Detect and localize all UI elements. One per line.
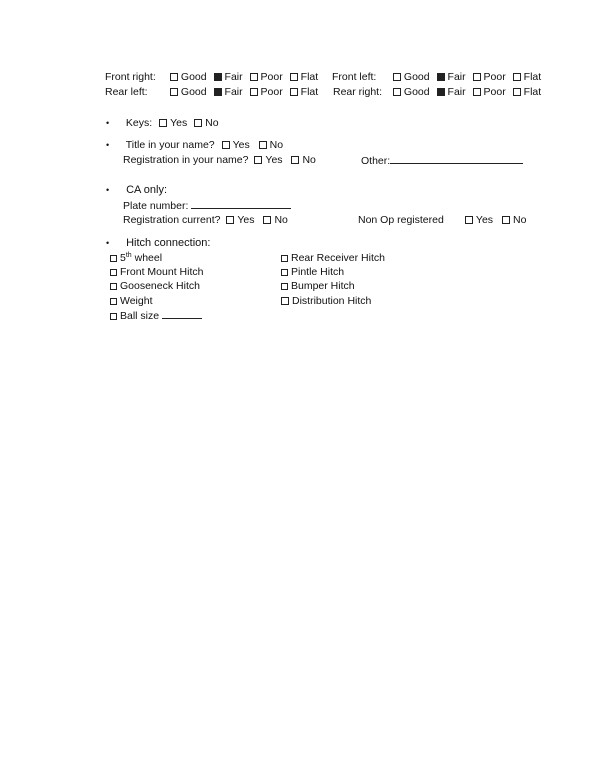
reg-current-row: [123, 214, 288, 227]
front-mount-checkbox[interactable]: [110, 269, 117, 276]
hitch-option-rear-receiver[interactable]: [281, 252, 385, 265]
rear-left-good-label: Good: [180, 86, 207, 98]
rear-right-label: Rear right:: [333, 86, 383, 98]
ca-heading: CA only:: [126, 184, 168, 196]
nonop-yes-checkbox[interactable]: [465, 216, 473, 224]
tire-row-rear-right: [333, 86, 545, 99]
title-yes-label: Yes: [232, 139, 250, 151]
front-right-poor-checkbox[interactable]: [250, 73, 258, 81]
tire-row-front: [105, 71, 322, 84]
registration-yes-label: Yes: [265, 154, 283, 166]
front-right-fair-checkbox[interactable]: [214, 73, 222, 81]
plate-label: Plate number:: [123, 200, 189, 212]
hitch-option-front-mount[interactable]: [110, 266, 203, 279]
reg-current-no-label: No: [274, 214, 288, 226]
weight-checkbox[interactable]: [110, 298, 117, 305]
gooseneck-label: Gooseneck Hitch: [120, 280, 200, 292]
hitch-option-pintle[interactable]: [281, 266, 344, 279]
keys-yes-checkbox[interactable]: [159, 119, 167, 127]
rear-left-poor-label: Poor: [260, 86, 283, 98]
front-left-fair-label: Fair: [447, 71, 466, 83]
keys-yes-label: Yes: [170, 117, 188, 129]
title-no-label: No: [269, 139, 284, 151]
front-left-fair-checkbox[interactable]: [437, 73, 445, 81]
front-right-good-label: Good: [180, 71, 207, 83]
ball-size-input[interactable]: [162, 309, 202, 319]
front-mount-label: Front Mount Hitch: [120, 266, 204, 278]
weight-label: Weight: [120, 295, 153, 307]
reg-current-yes-label: Yes: [237, 214, 255, 226]
bumper-label: Bumper Hitch: [291, 280, 355, 292]
registration-other: [361, 154, 523, 168]
rear-left-fair-checkbox[interactable]: [214, 88, 222, 96]
reg-current-yes-checkbox[interactable]: [226, 216, 234, 224]
rear-right-good-checkbox[interactable]: [393, 88, 401, 96]
rear-left-label: Rear left:: [105, 86, 148, 98]
front-left-good-label: Good: [403, 71, 430, 83]
fifth-wheel-rest: wheel: [131, 252, 163, 264]
rear-right-flat-label: Flat: [523, 86, 542, 98]
fifth-wheel-number: 5: [120, 252, 126, 264]
pintle-label: Pintle Hitch: [291, 266, 345, 278]
rear-left-poor-checkbox[interactable]: [250, 88, 258, 96]
reg-current-label: Registration current?: [123, 214, 221, 226]
title-row: [106, 139, 283, 152]
front-left-flat-checkbox[interactable]: [513, 73, 521, 81]
bullet-icon: •: [106, 118, 110, 128]
rear-left-good-checkbox[interactable]: [170, 88, 178, 96]
front-left-flat-label: Flat: [523, 71, 542, 83]
front-left-poor-label: Poor: [483, 71, 506, 83]
hitch-option-bumper[interactable]: [281, 280, 355, 293]
keys-no-checkbox[interactable]: [194, 119, 202, 127]
nonop-yes-label: Yes: [475, 214, 494, 226]
registration-no-label: No: [302, 154, 316, 166]
nonop-label: Non Op registered: [358, 214, 444, 226]
rear-left-fair-label: Fair: [224, 86, 243, 98]
other-input[interactable]: [390, 154, 523, 164]
rear-right-fair-checkbox[interactable]: [437, 88, 445, 96]
registration-yes-checkbox[interactable]: [254, 156, 262, 164]
front-right-label: Front right:: [105, 71, 156, 83]
hitch-option-ball-size[interactable]: [110, 309, 202, 323]
tire-row-front-left: [332, 71, 545, 84]
bullet-icon: •: [106, 140, 110, 150]
title-yes-checkbox[interactable]: [222, 141, 230, 149]
hitch-option-fifth-wheel[interactable]: [110, 252, 162, 265]
front-right-flat-label: Flat: [300, 71, 319, 83]
fifth-wheel-checkbox[interactable]: [110, 255, 117, 262]
title-label: Title in your name?: [125, 139, 215, 151]
nonop-row: [358, 214, 526, 227]
front-left-poor-checkbox[interactable]: [473, 73, 481, 81]
hitch-option-gooseneck[interactable]: [110, 280, 200, 293]
hitch-option-weight[interactable]: [110, 295, 153, 308]
hitch-heading: Hitch connection:: [126, 237, 211, 249]
rear-left-flat-label: Flat: [300, 86, 319, 98]
reg-current-no-checkbox[interactable]: [263, 216, 271, 224]
rear-right-good-label: Good: [403, 86, 430, 98]
registration-row: [123, 154, 316, 167]
nonop-no-label: No: [512, 214, 527, 226]
ball-size-label: Ball size: [120, 310, 160, 322]
ball-size-checkbox[interactable]: [110, 313, 117, 320]
front-right-flat-checkbox[interactable]: [290, 73, 298, 81]
bumper-checkbox[interactable]: [281, 283, 288, 290]
front-right-good-checkbox[interactable]: [170, 73, 178, 81]
fifth-wheel-sup: th: [125, 252, 132, 259]
front-left-label: Front left:: [332, 71, 377, 83]
rear-receiver-label: Rear Receiver Hitch: [291, 252, 385, 264]
rear-right-flat-checkbox[interactable]: [513, 88, 521, 96]
plate-input[interactable]: [191, 199, 291, 209]
keys-no-label: No: [205, 117, 219, 129]
rear-right-fair-label: Fair: [447, 86, 466, 98]
tire-row-rear: [105, 86, 322, 99]
front-left-good-checkbox[interactable]: [393, 73, 401, 81]
plate-row: [123, 199, 291, 213]
bullet-icon: •: [106, 238, 110, 248]
rear-right-poor-checkbox[interactable]: [473, 88, 481, 96]
distribution-label: Distribution Hitch: [292, 295, 372, 307]
rear-receiver-checkbox[interactable]: [281, 255, 288, 262]
ca-heading-row: [106, 184, 167, 197]
hitch-heading-row: [106, 237, 210, 250]
other-label: Other:: [361, 155, 391, 167]
rear-right-poor-label: Poor: [483, 86, 506, 98]
title-no-checkbox[interactable]: [259, 141, 267, 149]
gooseneck-checkbox[interactable]: [110, 283, 117, 290]
registration-label: Registration in your name?: [123, 154, 249, 166]
hitch-option-distribution[interactable]: [281, 295, 371, 308]
bullet-icon: •: [106, 185, 110, 195]
keys-label: Keys:: [125, 117, 153, 129]
keys-row: [106, 117, 219, 130]
front-right-poor-label: Poor: [260, 71, 283, 83]
pintle-checkbox[interactable]: [281, 269, 288, 276]
distribution-checkbox[interactable]: [281, 297, 289, 305]
rear-left-flat-checkbox[interactable]: [290, 88, 298, 96]
nonop-no-checkbox[interactable]: [502, 216, 510, 224]
registration-no-checkbox[interactable]: [291, 156, 299, 164]
front-right-fair-label: Fair: [224, 71, 243, 83]
